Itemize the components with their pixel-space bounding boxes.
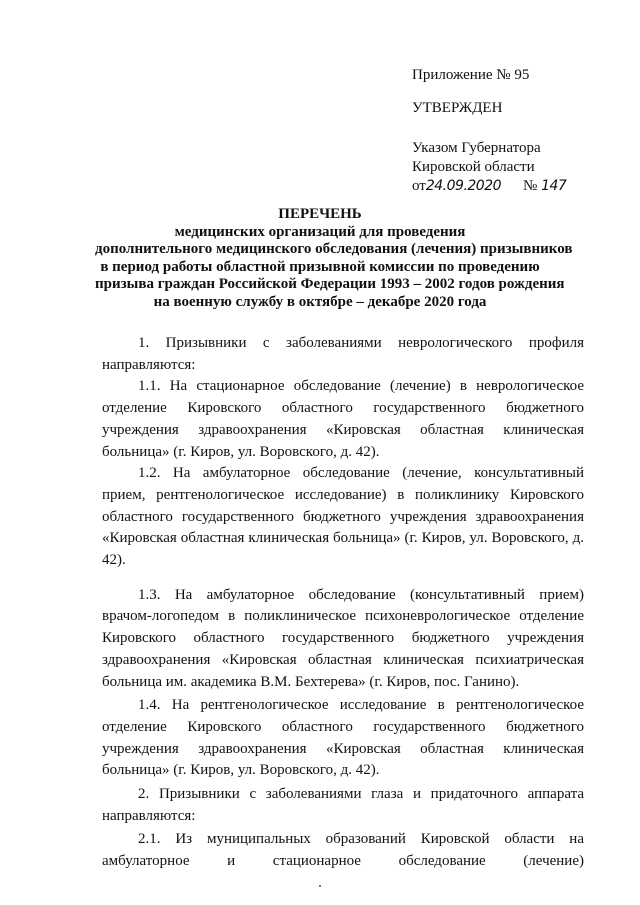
date-prefix: от <box>412 178 426 194</box>
document-body <box>102 333 584 873</box>
paragraph-2: 2. Призывники с заболеваниями глаза и придаточного аппарата направляются: <box>102 786 584 824</box>
paragraph-1-4: 1.4. На рентгенологическое исследование в рентгенологическое отделение Кировского областного государственного бюджетного учреждения здравоохранения «Кировская областная клиническая больница» (г. Киров, ул. Воровского, д. 42). <box>102 697 584 779</box>
paragraph-1-1: 1.1. На стационарное обследование (лечение) в неврологическое отделение Кировского областного государственного бюджетного учреждения здравоохранения «Кировская областная клиническая больница» (г. Киров, ул. Воровского, д. 42). <box>102 378 584 460</box>
paragraph-1-3: 1.3. На амбулаторное обследование (консультативный прием) врачом-логопедом в поликлиническое психоневрологическое отделение Кировского областного государственного бюджетного учреждения здравоохранения «Кировская областная клиническая психиатрическая больница им. академика В.М. Бехтерева» (г. Киров, пос. Ганино). <box>102 586 584 690</box>
decree-line-2: Кировской области <box>412 159 535 175</box>
approved-stamp-text: УТВЕРЖДЕН <box>412 100 503 116</box>
heading-line-1: медицинских организаций для проведения <box>174 223 466 240</box>
paragraph-1: 1. Призывники с заболеваниями неврологического профиля направляются: <box>102 335 584 373</box>
heading-line-3: в период работы областной призывной комиссии по проведению <box>100 258 540 275</box>
paragraph-1-2: 1.2. На амбулаторное обследование (лечение, консультативный прием, рентгенологическое исследование) в поликлинику Кировского областного государственного бюджетного учреждения здравоохранения «Кировская областная клиническая больница» (г. Киров, ул. Воровского, д. 42). <box>102 465 584 569</box>
decree-date-line <box>412 177 627 196</box>
handwritten-date: 24.09.2020 <box>425 178 502 194</box>
scan-speck <box>319 885 321 887</box>
heading-title: ПЕРЕЧЕНЬ <box>278 206 362 222</box>
approval-block <box>412 66 627 196</box>
decree-line-1: Указом Губернатора <box>412 140 541 156</box>
heading-line-4: призыва граждан Российской Федерации 1993 – 2002 годов рождения <box>95 276 565 293</box>
heading-line-5: на военную службу в октябре – декабре 2020 года <box>153 293 487 310</box>
number-prefix: № <box>523 178 538 194</box>
handwritten-number: 147 <box>541 178 567 194</box>
heading-line-2: дополнительного медицинского обследования (лечения) призывников <box>95 241 573 258</box>
paragraph-2-1: 2.1. Из муниципальных образований Кировской области на амбулаторное и стационарное обследование (лечение) <box>102 831 584 870</box>
document-heading <box>95 206 573 312</box>
annex-number: Приложение № 95 <box>412 67 530 83</box>
